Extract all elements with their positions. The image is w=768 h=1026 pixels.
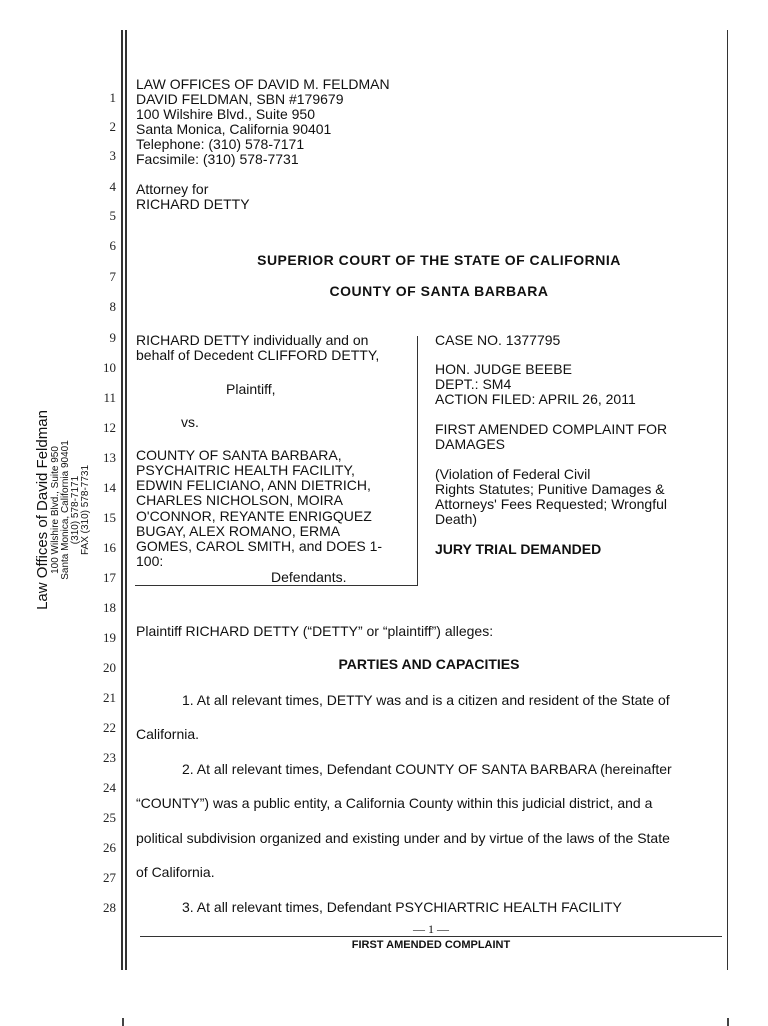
next-page-mark-right bbox=[727, 1018, 729, 1026]
judge: HON. JUDGE BEEBE bbox=[435, 361, 572, 377]
page-number: — 1 — bbox=[413, 922, 449, 936]
line-number: 22 bbox=[103, 720, 116, 735]
line-number: 4 bbox=[109, 179, 116, 194]
line-number: 8 bbox=[109, 299, 116, 314]
client-name: RICHARD DETTY bbox=[136, 196, 250, 212]
defendant-line: 100: bbox=[136, 553, 164, 569]
jury-demand: JURY TRIAL DEMANDED bbox=[435, 541, 602, 557]
line-number: 10 bbox=[103, 360, 116, 375]
paragraph-line: political subdivision organized and existing under and by virtue of the laws of the State bbox=[136, 830, 670, 846]
line-number: 18 bbox=[103, 600, 116, 615]
violation-line: (Violation of Federal Civil bbox=[435, 466, 591, 482]
left-margin-rule-outer bbox=[121, 30, 123, 970]
line-number: 27 bbox=[103, 870, 116, 885]
right-margin-rule bbox=[727, 30, 728, 970]
intro-paragraph: Plaintiff RICHARD DETTY (“DETTY” or “plaintiff”) alleges: bbox=[136, 623, 494, 639]
complaint-title-line: DAMAGES bbox=[435, 436, 506, 452]
defendant-line: BUGAY, ALEX ROMANO, ERMA bbox=[136, 523, 341, 539]
court-name: SUPERIOR COURT OF THE STATE OF CALIFORNIA bbox=[257, 252, 621, 268]
line-number: 6 bbox=[109, 238, 116, 253]
plaintiff-label: Plaintiff, bbox=[226, 381, 276, 397]
violation-line: Attorneys' Fees Requested; Wrongful bbox=[435, 496, 667, 512]
action-filed: ACTION FILED: APRIL 26, 2011 bbox=[435, 391, 636, 407]
line-number: 13 bbox=[103, 450, 116, 465]
plaintiff-line: behalf of Decedent CLIFFORD DETTY, bbox=[136, 347, 380, 363]
plaintiff-line: RICHARD DETTY individually and on bbox=[136, 332, 369, 348]
footer-rule bbox=[140, 936, 722, 937]
line-number: 15 bbox=[103, 510, 116, 525]
caption-divider bbox=[417, 336, 418, 586]
line-number: 12 bbox=[103, 420, 116, 435]
line-number: 1 bbox=[109, 90, 116, 105]
attorney-for-label: Attorney for bbox=[136, 181, 209, 197]
line-number: 17 bbox=[103, 570, 116, 585]
line-number: 19 bbox=[103, 630, 116, 645]
line-number: 21 bbox=[103, 690, 116, 705]
header-line: 100 Wilshire Blvd., Suite 950 bbox=[136, 106, 315, 122]
sidebar-city: Santa Monica, California 90401 bbox=[60, 440, 71, 580]
header-line: LAW OFFICES OF DAVID M. FELDMAN bbox=[136, 76, 390, 92]
line-number: 2 bbox=[109, 119, 116, 134]
violation-line: Death) bbox=[435, 511, 478, 527]
firm-sidebar bbox=[34, 360, 91, 660]
line-number: 20 bbox=[103, 660, 116, 675]
court-county: COUNTY OF SANTA BARBARA bbox=[329, 283, 549, 299]
next-page-mark-left bbox=[122, 1018, 124, 1026]
defendants-label: Defendants. bbox=[271, 569, 347, 585]
vs-label: vs. bbox=[181, 414, 199, 430]
line-number: 7 bbox=[109, 269, 116, 284]
line-number: 24 bbox=[103, 780, 116, 795]
line-number: 5 bbox=[109, 208, 116, 223]
violation-line: Rights Statutes; Punitive Damages & bbox=[435, 481, 665, 497]
footer-title: FIRST AMENDED COMPLAINT bbox=[351, 939, 511, 951]
line-number: 23 bbox=[103, 750, 116, 765]
header-line: DAVID FELDMAN, SBN #179679 bbox=[136, 91, 344, 107]
defendant-line: CHARLES NICHOLSON, MOIRA bbox=[136, 492, 343, 508]
line-number: 16 bbox=[103, 540, 116, 555]
line-number: 3 bbox=[109, 148, 116, 163]
line-number: 11 bbox=[103, 390, 116, 405]
sidebar-firm-name: Law Offices of David Feldman bbox=[34, 410, 51, 610]
header-line: Santa Monica, California 90401 bbox=[136, 121, 332, 137]
paragraph-line: California. bbox=[136, 726, 200, 742]
line-number: 9 bbox=[109, 330, 116, 345]
paragraph-line: of California. bbox=[136, 864, 215, 880]
header-line: Facsimile: (310) 578-7731 bbox=[136, 151, 299, 167]
defendant-line: EDWIN FELICIANO, ANN DIETRICH, bbox=[136, 477, 371, 493]
defendant-line: O'CONNOR, REYANTE ENRIGQUEZ bbox=[136, 508, 372, 524]
line-number: 25 bbox=[103, 810, 116, 825]
header-line: Telephone: (310) 578-7171 bbox=[136, 136, 305, 152]
sidebar-fax: FAX (310) 578-7731 bbox=[80, 464, 91, 556]
paragraph-line: 2. At all relevant times, Defendant COUNTY OF SANTA BARBARA (hereinafter bbox=[182, 761, 672, 777]
complaint-title-line: FIRST AMENDED COMPLAINT FOR bbox=[435, 421, 668, 437]
line-number: 14 bbox=[103, 480, 116, 495]
sidebar-address: 100 Wilshire Blvd., Suite 950 bbox=[50, 446, 61, 574]
paragraph-line: 1. At all relevant times, DETTY was and is a citizen and resident of the State of bbox=[182, 692, 670, 708]
department: DEPT.: SM4 bbox=[435, 376, 512, 392]
sidebar-phone: (310) 578-7171 bbox=[70, 475, 81, 545]
line-number: 28 bbox=[103, 900, 116, 915]
paragraph-line: 3. At all relevant times, Defendant PSYCHIARTRIC HEALTH FACILITY bbox=[182, 899, 622, 915]
caption-bottom-rule bbox=[135, 585, 418, 586]
left-margin-rule-inner bbox=[125, 30, 127, 970]
section-heading: PARTIES AND CAPACITIES bbox=[338, 656, 520, 672]
defendant-line: GOMES, CAROL SMITH, and DOES 1- bbox=[136, 538, 383, 554]
case-number: CASE NO. 1377795 bbox=[435, 332, 561, 348]
defendant-line: COUNTY OF SANTA BARBARA, bbox=[136, 447, 342, 463]
line-number: 26 bbox=[103, 840, 116, 855]
paragraph-line: “COUNTY”) was a public entity, a California County within this judicial district, and a bbox=[136, 795, 653, 811]
defendant-line: PSYCHAITRIC HEALTH FACILITY, bbox=[136, 462, 355, 478]
